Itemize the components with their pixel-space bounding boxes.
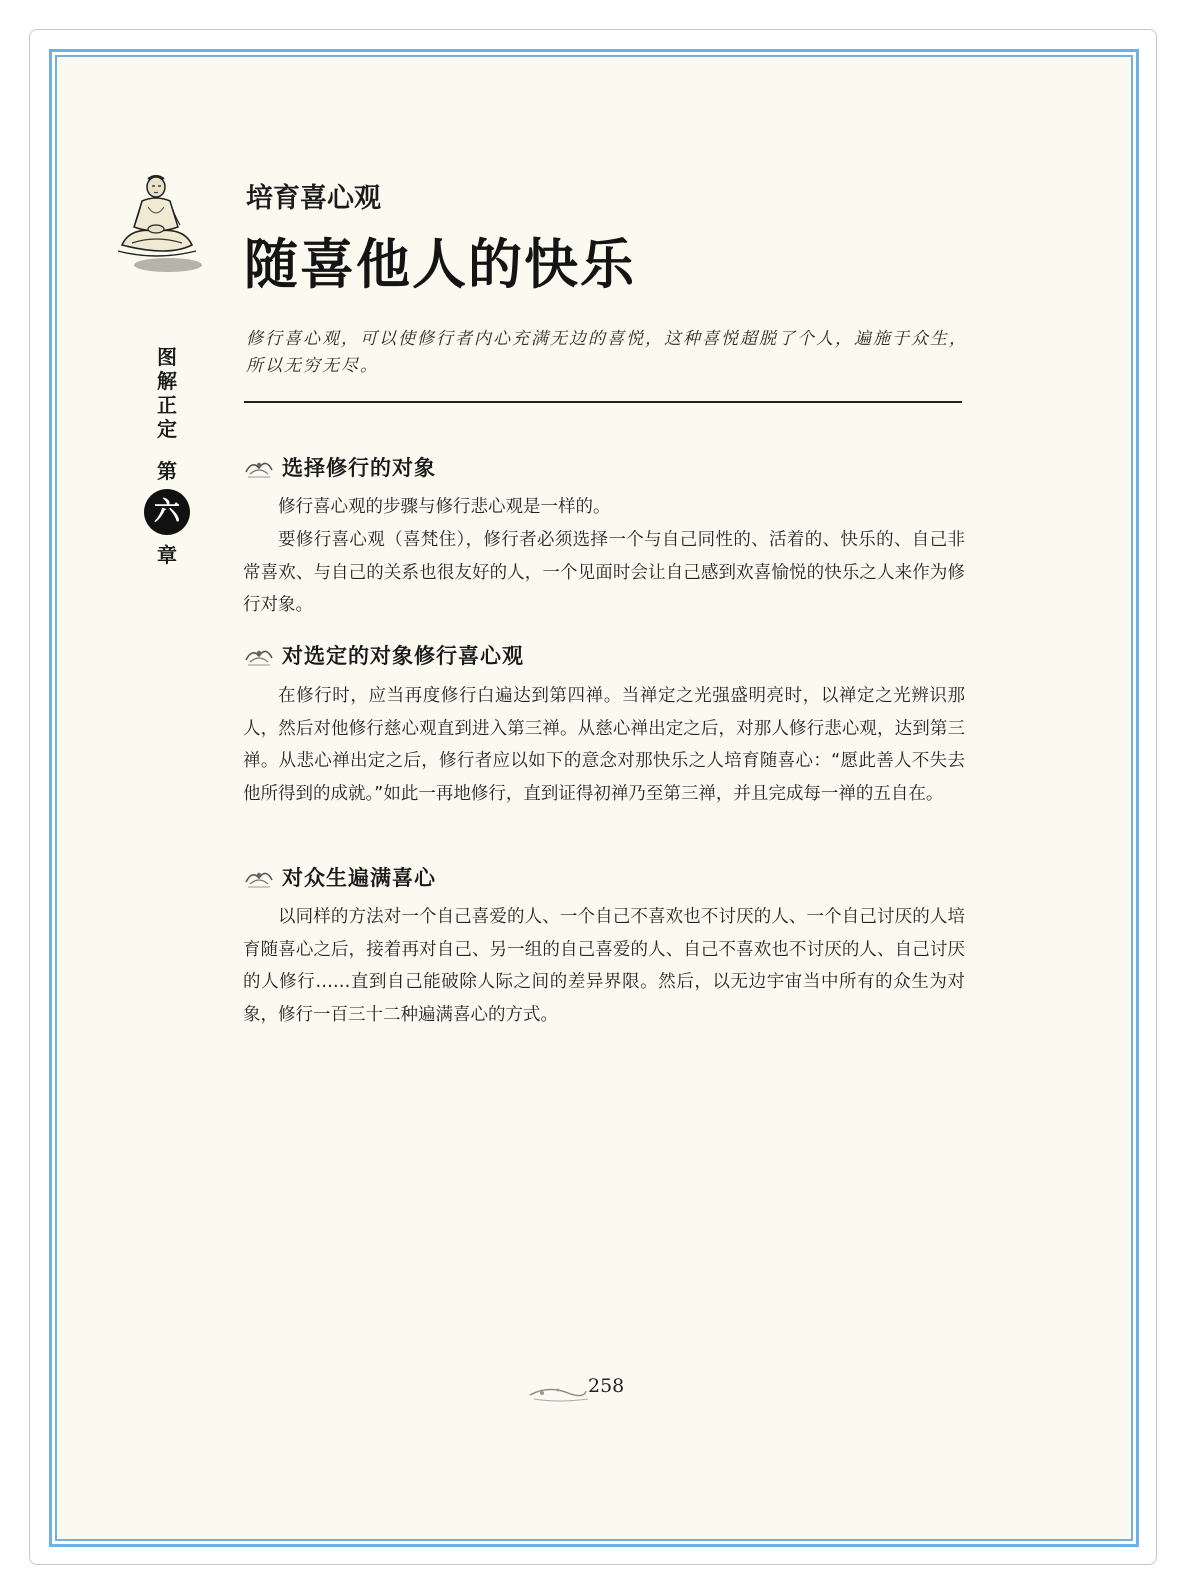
side-label-char: 正 <box>157 393 177 417</box>
side-label-char: 图 <box>157 345 177 369</box>
lotus-icon <box>242 864 276 890</box>
side-label-char: 解 <box>157 369 177 393</box>
section-heading <box>242 862 436 892</box>
section-heading-text: 选择修行的对象 <box>282 455 436 480</box>
side-label-char: 定 <box>157 417 177 441</box>
paragraph: 修行喜心观的步骤与修行悲心观是一样的。 <box>278 497 611 517</box>
page-number: 258 <box>588 1375 625 1397</box>
side-label-di: 第 <box>157 459 177 483</box>
section-subtitle: 培育喜心观 <box>246 183 381 214</box>
divider <box>244 401 962 403</box>
paragraph: 在修行时，应当再度修行白遍达到第四禅。当禅定之光强盛明亮时，以禅定之光辨识那人，然后对他修行慈心观直到进入第三禅。从慈心禅出定之后，对那人修行悲心观，达到第三禅。从悲心禅出定之后，修行者应以如下的意念对那快乐之人培育随喜心：“愿此善人不失去他所得到的成就。”如此一再地修行，直到证得初禅乃至第三禅，并且完成每一禅的五自在。 <box>243 686 965 804</box>
lotus-icon <box>242 642 276 668</box>
chapter-number-badge: 六 <box>144 489 190 535</box>
side-label-zhang: 章 <box>157 543 177 567</box>
section-heading-text: 对众生遍满喜心 <box>282 865 436 890</box>
chapter-side-label <box>150 345 184 567</box>
section-heading <box>242 452 436 482</box>
intro-text: 修行喜心观，可以使修行者内心充满无边的喜悦，这种喜悦超脱了个人，遍施于众生，所以无穷无尽。 <box>246 329 968 376</box>
page-title: 随喜他人的快乐 <box>244 232 636 296</box>
paragraph: 以同样的方法对一个自己喜爱的人、一个自己不喜欢也不讨厌的人、一个自己讨厌的人培育随喜心之后，接着再对自己、另一组的自己喜爱的人、自己不喜欢也不讨厌的人、自己讨厌的人修行……直到自己能破除人际之间的差异界限。然后，以无边宇宙当中所有的众生为对象，修行一百三十二种遍满喜心的方式。 <box>243 907 965 1025</box>
paragraph: 要修行喜心观（喜梵住），修行者必须选择一个与自己同性的、活着的、快乐的、自己非常喜欢、与自己的关系也很友好的人，一个见面时会让自己感到欢喜愉悦的快乐之人来作为修行对象。 <box>243 530 965 615</box>
buddha-illustration <box>108 165 204 277</box>
section-heading <box>242 640 524 670</box>
lotus-icon <box>242 454 276 480</box>
section-heading-text: 对选定的对象修行喜心观 <box>282 643 524 668</box>
